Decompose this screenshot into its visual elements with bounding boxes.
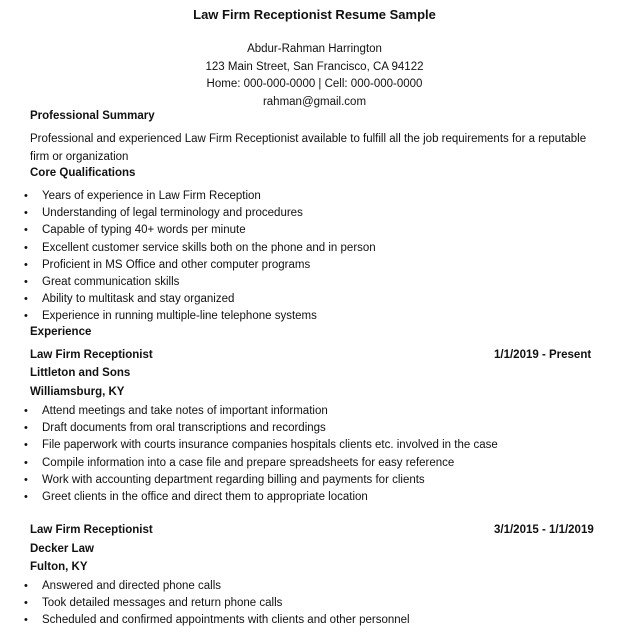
experience-heading: Experience	[30, 326, 92, 338]
list-item: • Understanding of legal terminology and procedures	[0, 205, 376, 222]
job-location: Williamsburg, KY	[30, 386, 125, 398]
job-location: Fulton, KY	[30, 561, 88, 573]
list-item: • Proficient in MS Office and other computer programs	[0, 257, 376, 274]
job-dates: 3/1/2015 - 1/1/2019	[494, 524, 594, 536]
qualifications-list	[0, 188, 376, 326]
list-item: • Experience in running multiple-line telephone systems	[0, 308, 376, 325]
list-item: • Compile information into a case file and prepare spreadsheets for easy reference	[0, 455, 498, 472]
list-item: • Years of experience in Law Firm Reception	[0, 188, 376, 205]
list-item: • Greet clients in the office and direct them to appropriate location	[0, 489, 498, 506]
job-company: Decker Law	[30, 543, 94, 555]
list-item: • Capable of typing 40+ words per minute	[0, 222, 376, 239]
contact-block	[0, 41, 629, 111]
list-item: • Work with accounting department regarding billing and payments for clients	[0, 472, 498, 489]
list-item: • Great communication skills	[0, 274, 376, 291]
list-item: • Excellent customer service skills both on the phone and in person	[0, 240, 376, 257]
list-item: • Answered and directed phone calls	[0, 578, 410, 595]
qualifications-heading: Core Qualifications	[30, 167, 136, 179]
list-item: • Took detailed messages and return phone calls	[0, 595, 410, 612]
contact-address: 123 Main Street, San Francisco, CA 94122	[205, 60, 424, 73]
job-company: Littleton and Sons	[30, 367, 131, 379]
job-dates: 1/1/2019 - Present	[494, 349, 592, 361]
summary-heading: Professional Summary	[30, 110, 155, 122]
job-title: Law Firm Receptionist	[30, 349, 153, 361]
contact-phones: Home: 000-000-0000 | Cell: 000-000-0000	[206, 78, 423, 90]
contact-name: Abdur-Rahman Harrington	[247, 43, 382, 55]
list-item: • File paperwork with courts insurance companies hospitals clients etc. involved in the case	[0, 437, 498, 454]
document-title: Law Firm Receptionist Resume Sample	[193, 7, 436, 22]
list-item: • Draft documents from oral transcriptions and recordings	[0, 420, 498, 437]
job-duties-list	[0, 403, 498, 506]
list-item: • Ability to multitask and stay organized	[0, 291, 376, 308]
job-title: Law Firm Receptionist	[30, 524, 153, 536]
summary-text: Professional and experienced Law Firm Receptionist available to fulfill all the job requirements for a reputable firm or organization	[30, 133, 587, 163]
list-item: • Scheduled and confirmed appointments with clients and other personnel	[0, 612, 410, 629]
list-item: • Attend meetings and take notes of important information	[0, 403, 498, 420]
job-duties-list	[0, 578, 410, 630]
contact-email: rahman@gmail.com	[262, 95, 367, 108]
